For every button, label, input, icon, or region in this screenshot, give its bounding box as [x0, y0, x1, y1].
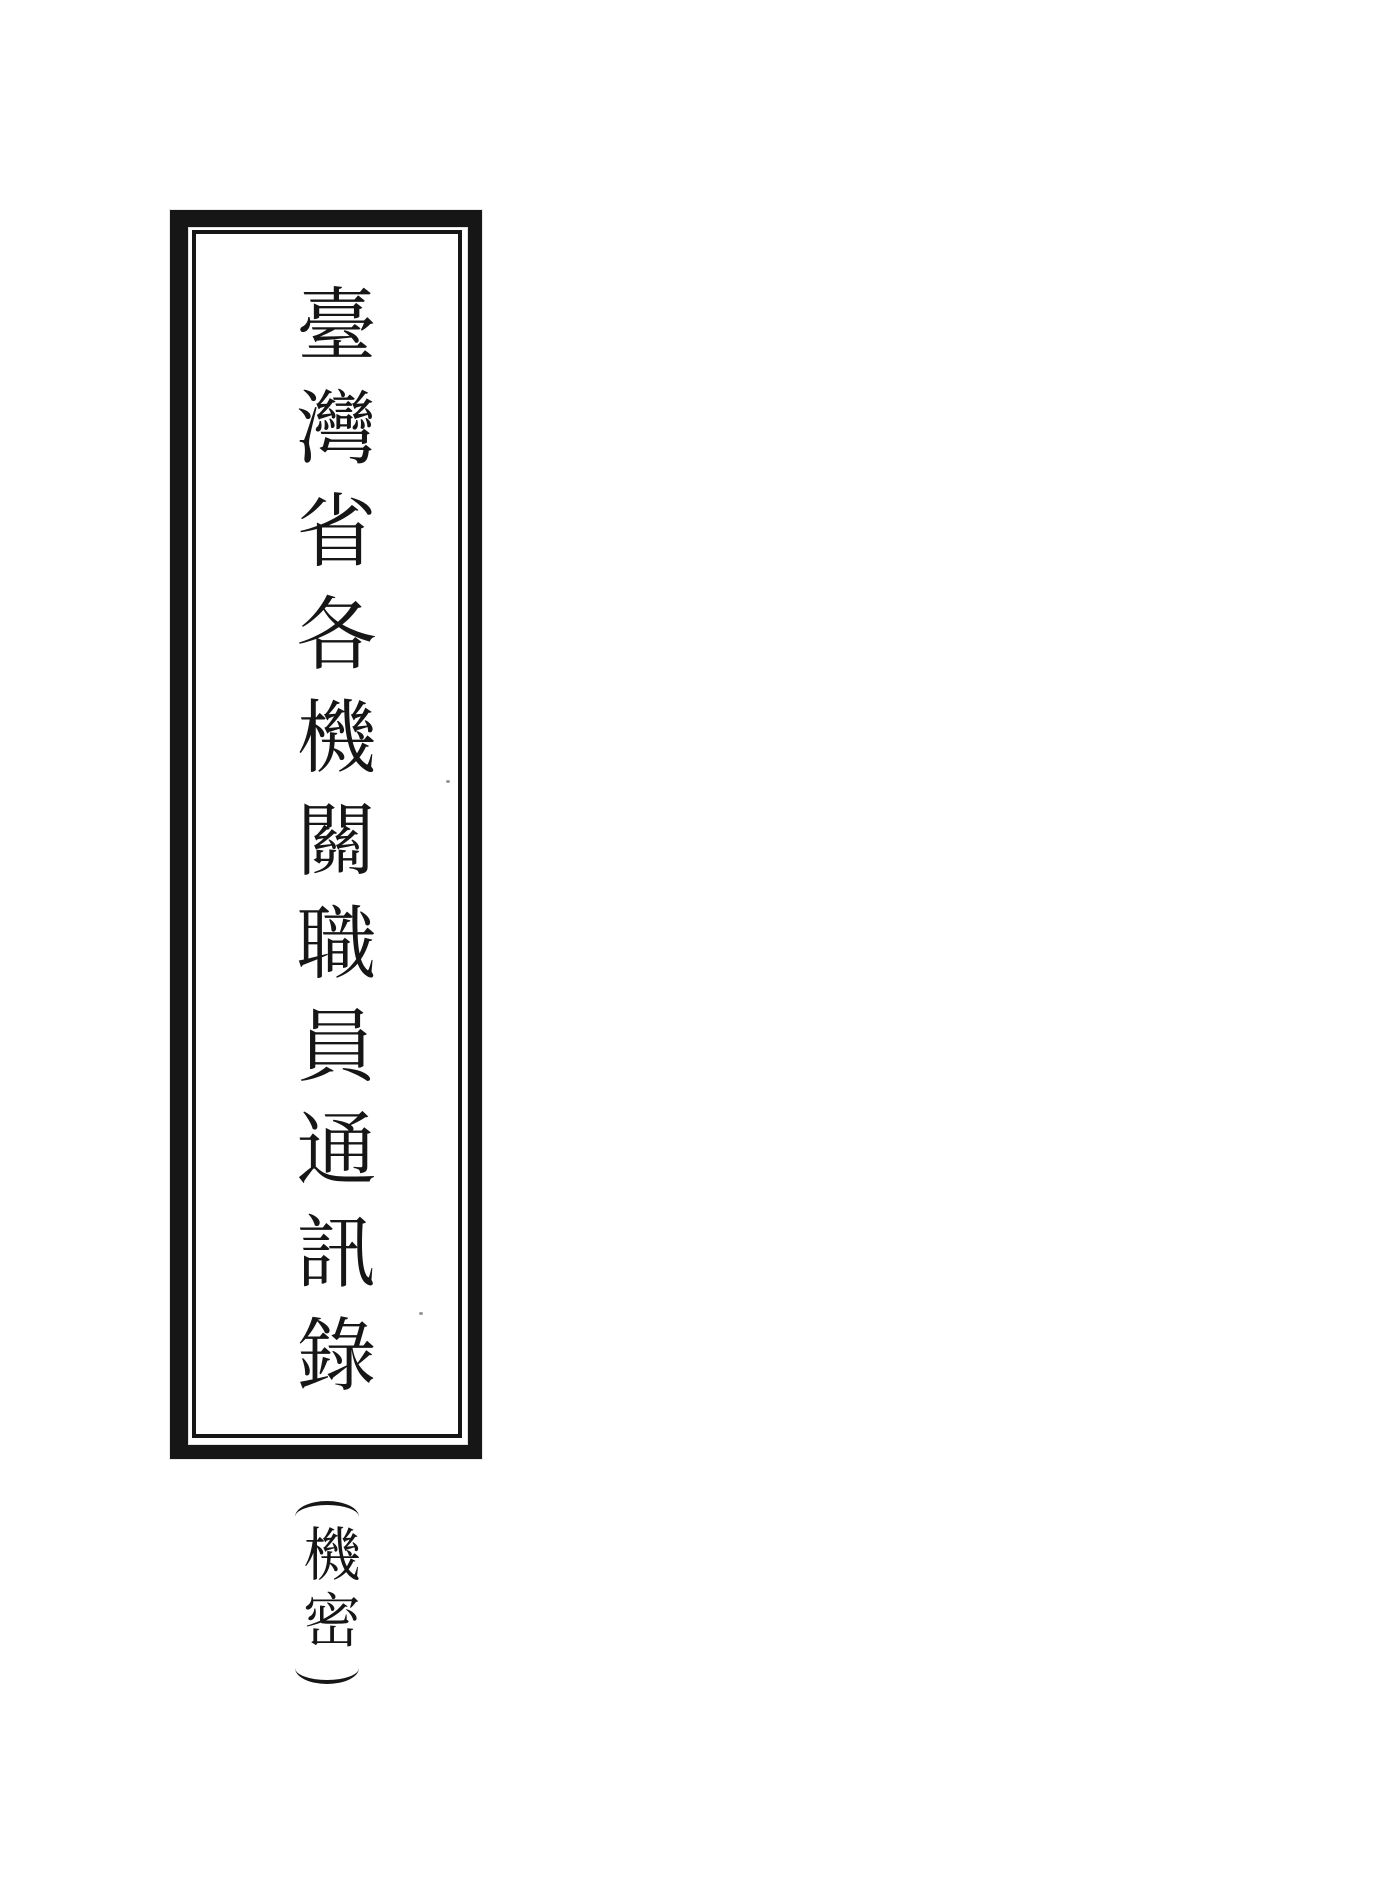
book-title-vertical: 臺灣省各機關職員通訊錄 [283, 283, 376, 1416]
scan-speck [419, 1312, 423, 1315]
open-paren-icon [295, 1501, 359, 1517]
title-frame-outer-border [170, 210, 482, 1459]
close-paren-icon [295, 1668, 359, 1684]
classification-badge [287, 1501, 367, 1684]
title-frame-inner-border [192, 230, 462, 1438]
classification-label: 機密 [293, 1524, 361, 1656]
scan-speck [446, 780, 450, 783]
